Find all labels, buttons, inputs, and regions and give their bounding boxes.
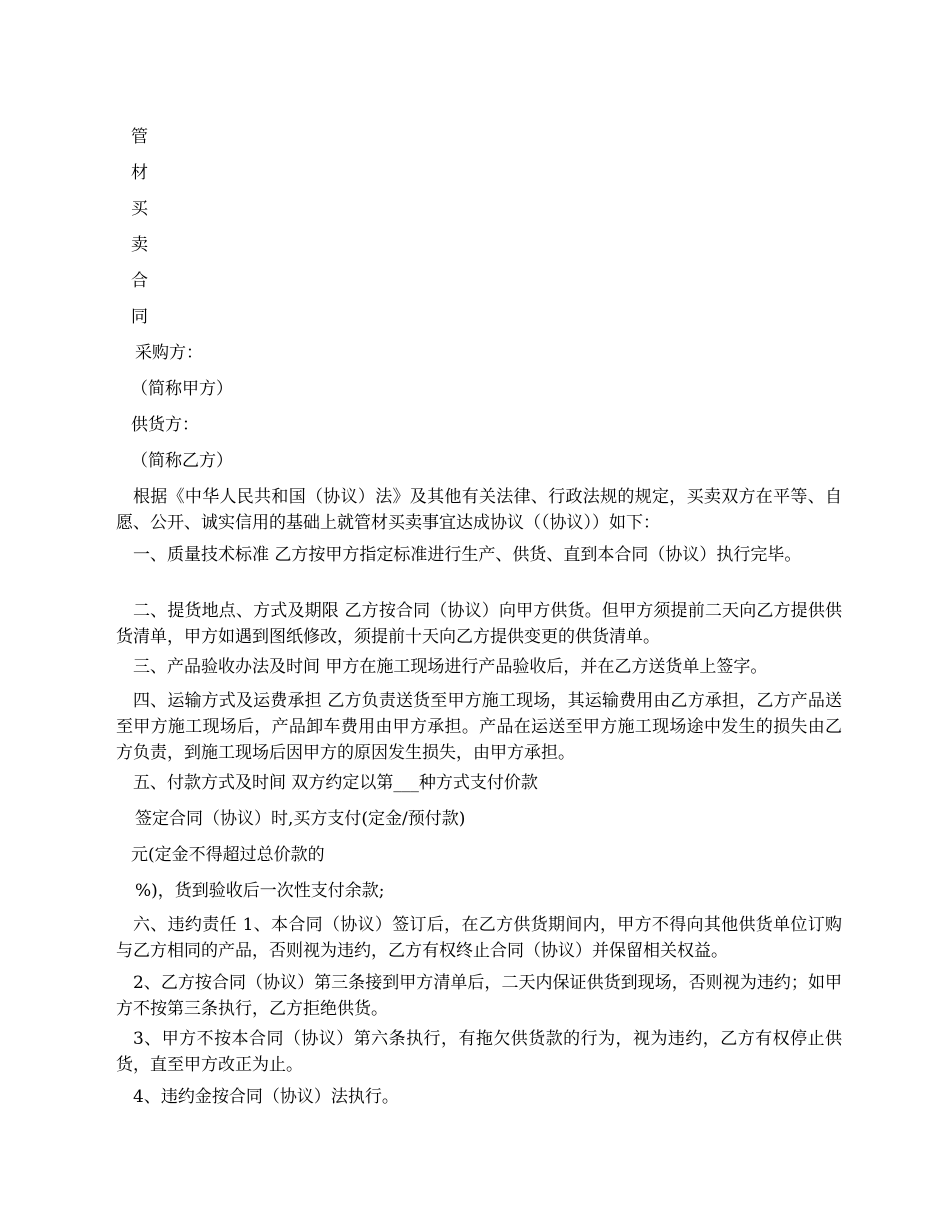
title-char: 买: [131, 199, 148, 219]
payment-line-2: 元(定金不得超过总价款的: [131, 845, 325, 865]
clause-3: 三、产品验收办法及时间 甲方在施工现场进行产品验收后，并在乙方送货单上签字。: [133, 657, 768, 677]
title-char: 同: [131, 307, 148, 327]
seller-label: 供货方：: [131, 415, 199, 435]
clause-6-3: 3、甲方不按本合同（协议）第六条执行，有拖欠供货款的行为，视为违约，乙方有权停止供货，直至甲方改正为止。: [116, 1029, 842, 1075]
payment-line-3: %)，货到验收后一次性支付余款;: [135, 881, 385, 901]
clause-5: 五、付款方式及时间 双方约定以第___种方式支付价款: [133, 773, 538, 793]
clause-1: 一、质量技术标准 乙方按甲方指定标准进行生产、供货、直到本合同（协议）执行完毕。: [133, 545, 802, 565]
intro-paragraph: 根据《中华人民共和国（协议）法》及其他有关法律、行政法规的规定，买卖双方在平等、自愿、公开、诚实信用的基础上就管材买卖事宜达成协议（（协议））如下：: [116, 487, 842, 533]
title-char: 卖: [131, 235, 148, 255]
clause-2: 二、提货地点、方式及期限 乙方按合同（协议）向甲方供货。但甲方须提前二天向乙方提供供货清单，甲方如遇到图纸修改，须提前十天向乙方提供变更的供货清单。: [116, 601, 842, 647]
title-char: 合: [131, 271, 148, 291]
clause-6-2: 2、乙方按合同（协议）第三条接到甲方清单后，二天内保证供货到现场，否则视为违约；如甲方不按第三条执行，乙方拒绝供货。: [116, 973, 842, 1019]
buyer-short: （简称甲方）: [131, 379, 233, 399]
seller-short: （简称乙方）: [131, 451, 233, 471]
buyer-label: 采购方：: [135, 343, 203, 363]
title-char: 材: [131, 163, 148, 183]
clause-6-4: 4、违约金按合同（协议）法执行。: [133, 1087, 399, 1107]
title-char: 管: [131, 127, 148, 147]
clause-6: 六、违约责任 1、本合同（协议）签订后，在乙方供货期间内，甲方不得向其他供货单位订购与乙方相同的产品，否则视为违约，乙方有权终止合同（协议）并保留相关权益。: [116, 915, 842, 961]
clause-4: 四、运输方式及运费承担 乙方负责送货至甲方施工现场，其运输费用由乙方承担，乙方产品送至甲方施工现场后，产品卸车费用由甲方承担。产品在运送至甲方施工现场途中发生的损失由乙方负责，到施工现场后因甲方的原因发生损失，由甲方承担。: [116, 691, 842, 763]
payment-line-1: 签定合同（协议）时,买方支付(定金/预付款): [135, 809, 466, 829]
